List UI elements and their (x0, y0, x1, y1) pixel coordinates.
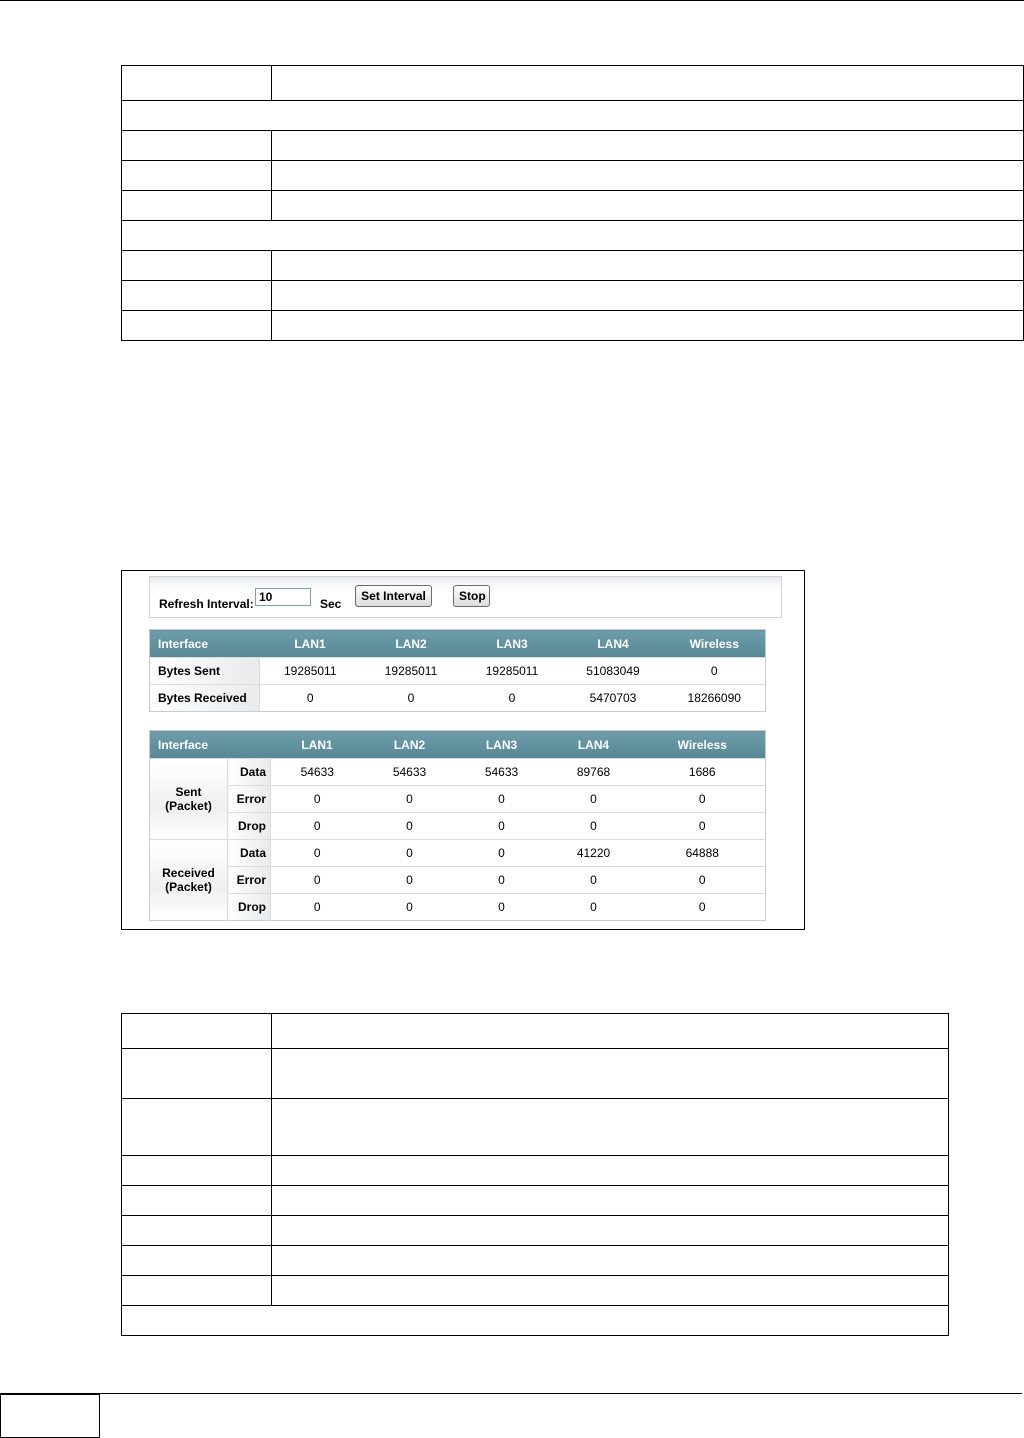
cell: 0 (364, 867, 456, 894)
header-lan1: LAN1 (260, 630, 361, 658)
received-packet-group (150, 840, 228, 921)
set-interval-button[interactable]: Set Interval (355, 585, 432, 607)
cell: 54633 (456, 759, 548, 786)
cell: 0 (548, 786, 640, 813)
statistics-screenshot (121, 570, 805, 930)
table-row (122, 1306, 949, 1336)
row-label: Bytes Received (150, 685, 260, 712)
cell: 19285011 (260, 658, 361, 685)
row-label: Bytes Sent (150, 658, 260, 685)
bytes-table (149, 629, 766, 712)
sent-packet-group (150, 759, 228, 840)
table-header-row (122, 1014, 949, 1049)
refresh-interval-input[interactable] (255, 588, 311, 606)
sub-label: Error (228, 867, 271, 894)
header-lan2: LAN2 (361, 630, 462, 658)
header-wireless: Wireless (664, 630, 766, 658)
packet-table-header (150, 731, 766, 759)
table-row (122, 1276, 949, 1306)
table-row (122, 281, 1024, 311)
sub-label: Drop (228, 813, 271, 840)
header-wireless: Wireless (640, 731, 766, 759)
bottom-doc-table (121, 1013, 949, 1336)
cell: 0 (456, 840, 548, 867)
table-row (150, 840, 766, 867)
header-rule (0, 0, 1024, 1)
table-header-row (122, 66, 1024, 101)
table-row (122, 221, 1024, 251)
cell: 0 (664, 658, 766, 685)
group-line: Received (162, 866, 215, 880)
cell: 0 (640, 867, 766, 894)
cell: 54633 (271, 759, 364, 786)
top-doc-table (121, 65, 1024, 341)
cell: 0 (271, 813, 364, 840)
stop-button[interactable]: Stop (453, 585, 490, 607)
cell: 0 (462, 685, 563, 712)
table-row (122, 1186, 949, 1216)
cell: 0 (640, 894, 766, 921)
table-row (122, 1246, 949, 1276)
header-interface: Interface (150, 731, 271, 759)
group-line: (Packet) (165, 799, 212, 813)
header-lan4: LAN4 (563, 630, 664, 658)
table-row (122, 131, 1024, 161)
cell: 5470703 (563, 685, 664, 712)
table-row (150, 685, 766, 712)
page-number-box (0, 1393, 100, 1438)
cell: 64888 (640, 840, 766, 867)
cell: 0 (364, 813, 456, 840)
cell: 0 (364, 786, 456, 813)
group-line: (Packet) (165, 880, 212, 894)
refresh-interval-unit: Sec (320, 597, 342, 611)
sub-label: Data (228, 759, 271, 786)
table-row (122, 161, 1024, 191)
cell: 54633 (364, 759, 456, 786)
sub-label: Data (228, 840, 271, 867)
header-lan3: LAN3 (462, 630, 563, 658)
table-row (150, 759, 766, 786)
cell: 19285011 (462, 658, 563, 685)
cell: 19285011 (361, 658, 462, 685)
header-lan3: LAN3 (456, 731, 548, 759)
table-row (150, 867, 766, 894)
cell: 0 (271, 786, 364, 813)
cell: 0 (260, 685, 361, 712)
cell: 41220 (548, 840, 640, 867)
sub-label: Error (228, 786, 271, 813)
footer-rule (100, 1393, 1022, 1394)
table-row (122, 191, 1024, 221)
group-line: Sent (175, 785, 202, 799)
cell: 18266090 (664, 685, 766, 712)
table-row (122, 1156, 949, 1186)
cell: 0 (456, 894, 548, 921)
header-lan2: LAN2 (364, 731, 456, 759)
table-row (150, 894, 766, 921)
cell: 0 (271, 840, 364, 867)
refresh-bar (149, 576, 782, 618)
table-row (150, 786, 766, 813)
header-lan4: LAN4 (548, 731, 640, 759)
table-row (122, 251, 1024, 281)
cell: 0 (364, 894, 456, 921)
cell: 0 (548, 813, 640, 840)
table-row (150, 658, 766, 685)
cell: 0 (271, 867, 364, 894)
cell: 0 (640, 786, 766, 813)
cell: 0 (456, 867, 548, 894)
table-row (122, 1216, 949, 1246)
cell: 89768 (548, 759, 640, 786)
table-row (122, 311, 1024, 341)
table-row (122, 101, 1024, 131)
refresh-interval-label: Refresh Interval: (159, 597, 254, 611)
cell: 0 (548, 894, 640, 921)
packet-table (149, 730, 766, 921)
cell: 0 (361, 685, 462, 712)
cell: 0 (456, 813, 548, 840)
table-row (122, 1099, 949, 1156)
bytes-table-header (150, 630, 766, 658)
table-row (122, 1049, 949, 1099)
sub-label: Drop (228, 894, 271, 921)
cell: 0 (271, 894, 364, 921)
cell: 0 (456, 786, 548, 813)
cell: 1686 (640, 759, 766, 786)
cell: 51083049 (563, 658, 664, 685)
cell: 0 (640, 813, 766, 840)
header-lan1: LAN1 (271, 731, 364, 759)
table-row (150, 813, 766, 840)
cell: 0 (364, 840, 456, 867)
cell: 0 (548, 867, 640, 894)
header-interface: Interface (150, 630, 260, 658)
